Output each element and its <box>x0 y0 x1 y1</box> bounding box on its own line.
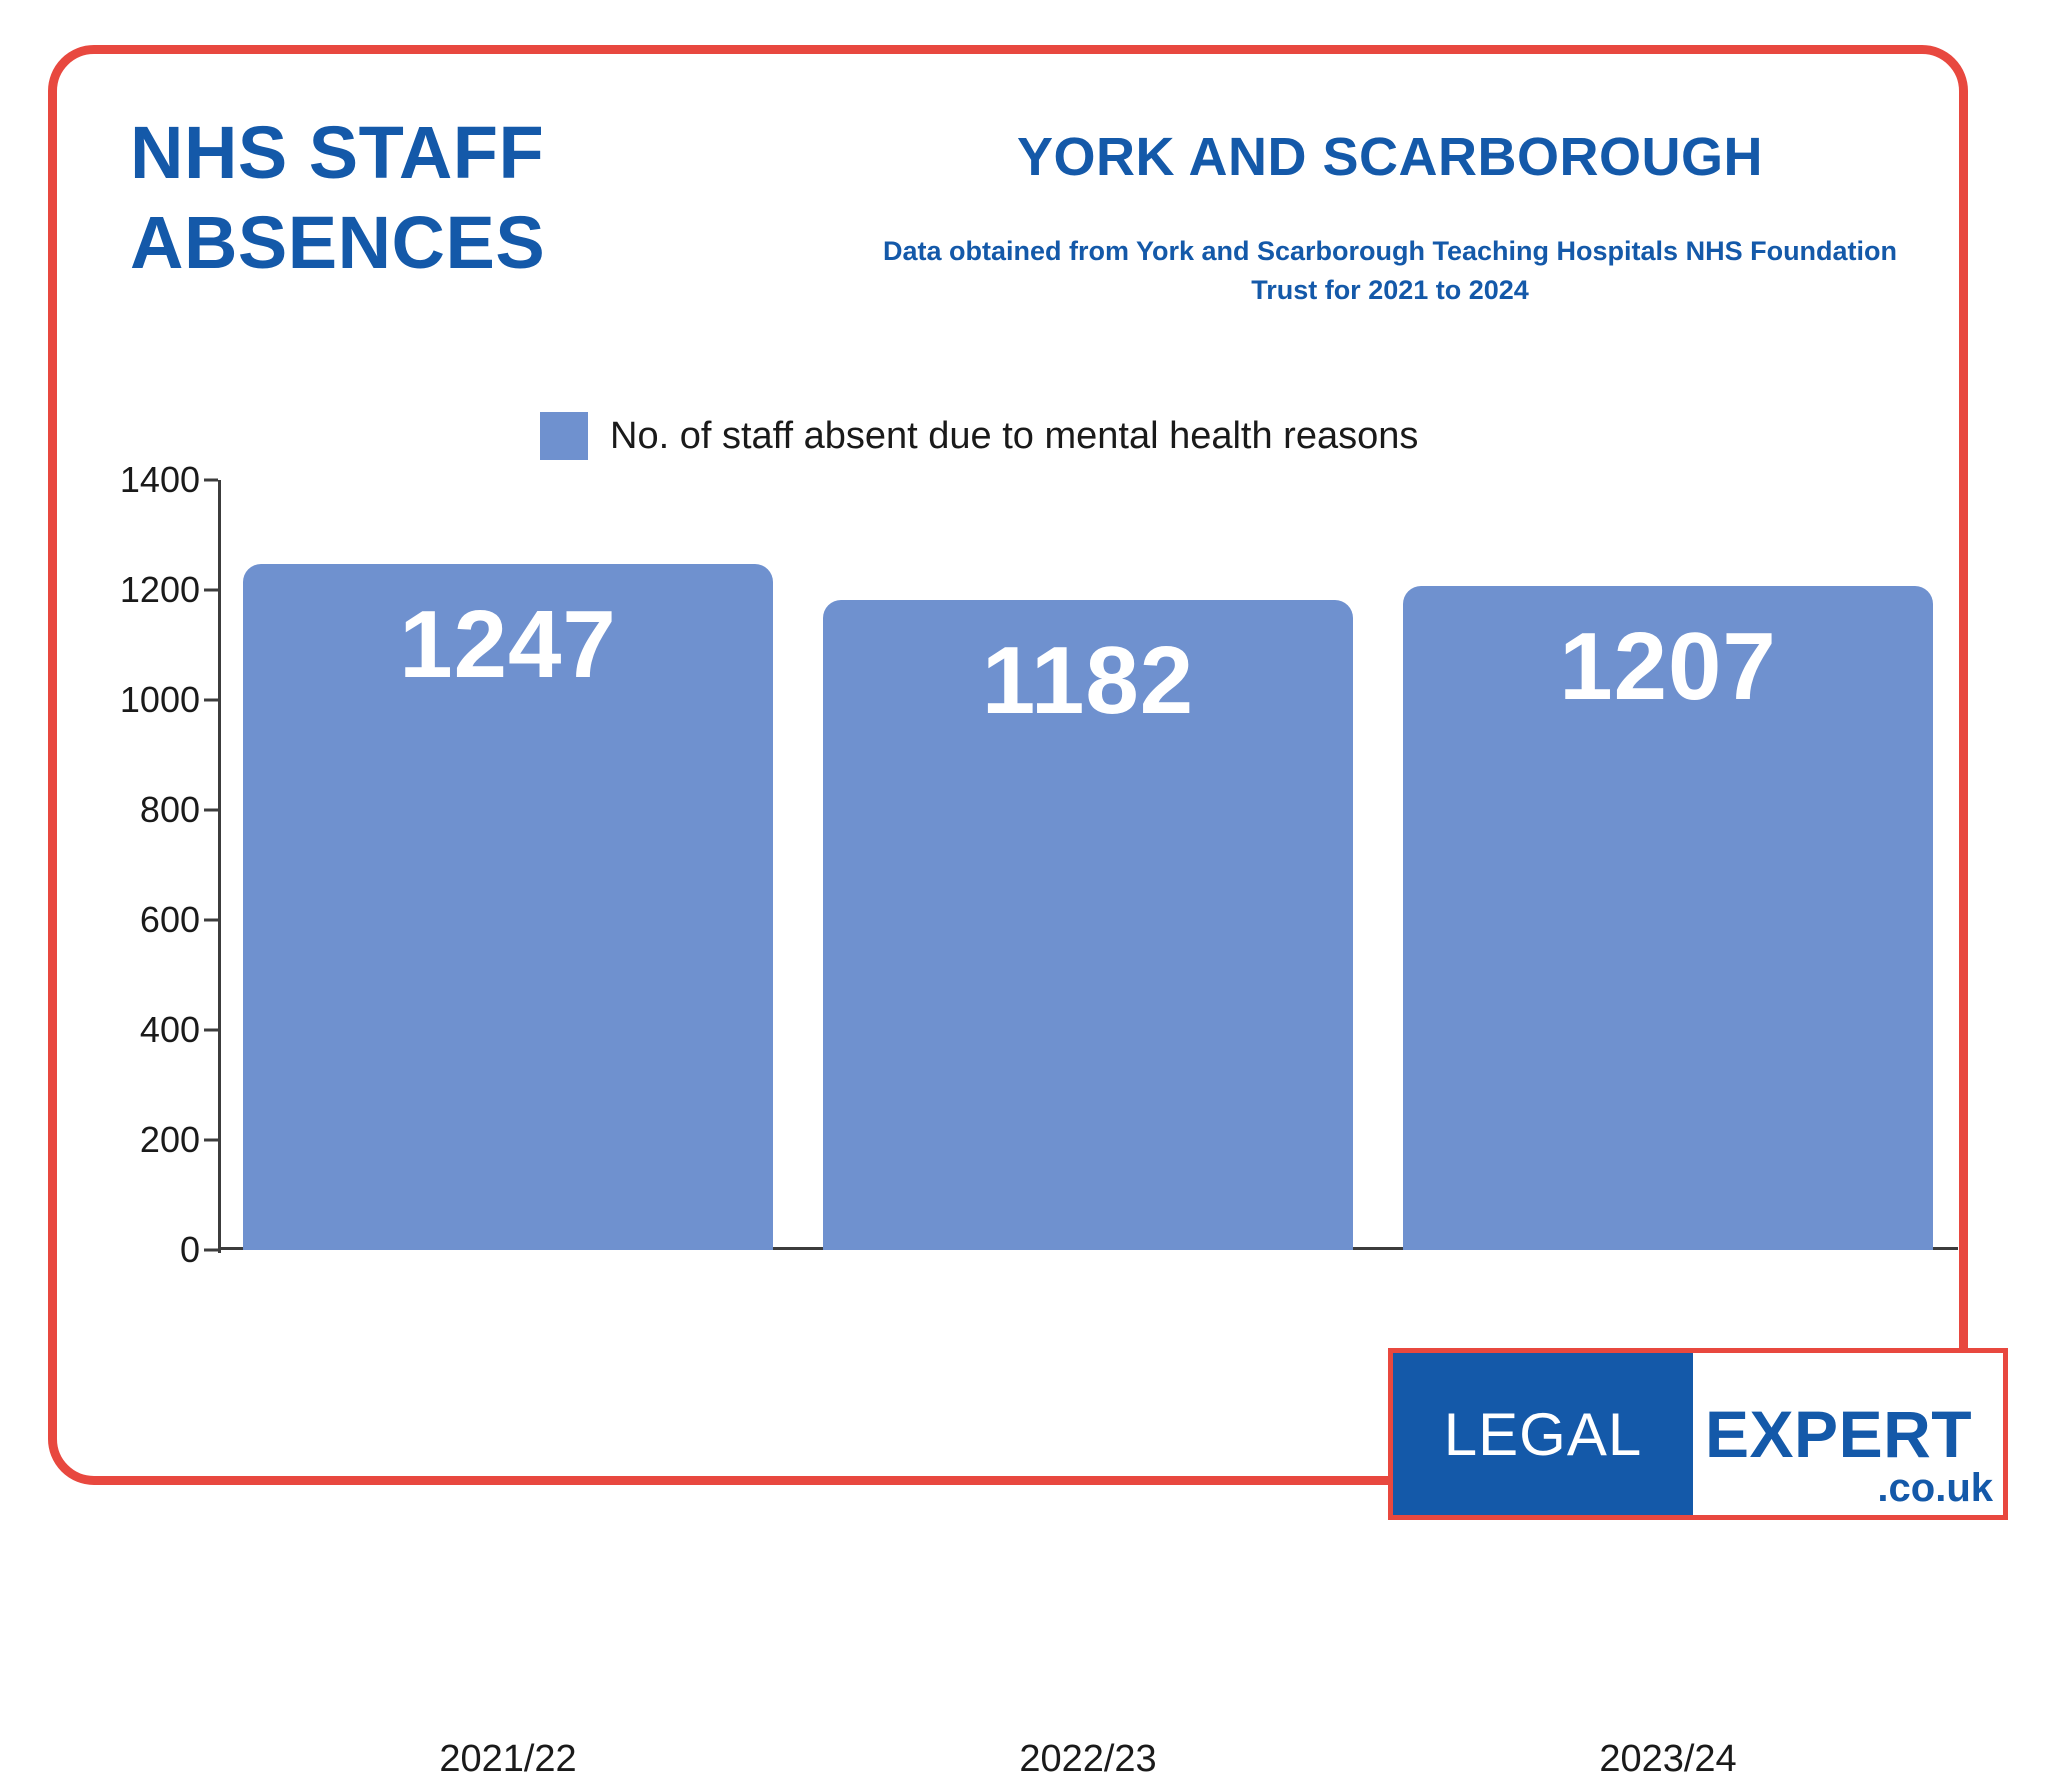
bar[interactable] <box>243 564 773 1250</box>
y-tick-mark <box>204 1139 218 1142</box>
y-tick-mark <box>204 1029 218 1032</box>
x-axis-labels <box>218 1738 1958 1781</box>
logo-right-block <box>1693 1353 2003 1515</box>
y-tick-label: 800 <box>139 789 200 830</box>
y-tick-label: 0 <box>179 1229 200 1270</box>
region-title: YORK AND SCARBOROUGH <box>1016 127 1763 187</box>
page-title: NHS STAFF ABSENCES <box>130 111 546 285</box>
chart-legend <box>540 412 1418 460</box>
logo-domain-text: .co.uk <box>1877 1466 1993 1510</box>
logo-legal-text: LEGAL <box>1443 1400 1643 1468</box>
legend-label: No. of staff absent due to mental health reasons <box>610 414 1419 457</box>
y-tick-mark <box>204 479 218 482</box>
y-tick-mark <box>204 699 218 702</box>
bar-value-label: 1247 <box>399 591 617 699</box>
bar-slot <box>798 480 1378 1250</box>
logo-expert-text: EXPERT <box>1705 1397 1973 1471</box>
y-tick-label: 1200 <box>119 569 200 610</box>
y-tick-label: 600 <box>139 899 200 940</box>
y-tick-label: 400 <box>139 1009 200 1050</box>
y-tick-mark <box>204 589 218 592</box>
x-tick-label: 2021/22 <box>439 1738 577 1780</box>
x-tick-label: 2022/23 <box>1019 1738 1157 1780</box>
y-tick-mark <box>204 919 218 922</box>
y-tick-mark <box>204 1249 218 1252</box>
legal-expert-logo[interactable] <box>1388 1348 2008 1520</box>
data-source-subtitle: Data obtained from York and Scarborough Teaching Hospitals NHS Foundation Trust for 2021 to 2024 <box>882 236 1898 306</box>
y-tick-mark <box>204 809 218 812</box>
y-tick-label: 1000 <box>119 679 200 720</box>
y-tick-label: 1400 <box>119 459 200 500</box>
bar[interactable] <box>823 600 1353 1250</box>
bar-slot <box>1378 480 1958 1250</box>
bar-group <box>218 480 1958 1250</box>
bar-slot <box>218 480 798 1250</box>
logo-left-block <box>1393 1353 1693 1515</box>
bar-value-label: 1207 <box>1559 613 1777 721</box>
bar[interactable] <box>1403 586 1933 1250</box>
bar-value-label: 1182 <box>981 626 1195 734</box>
y-tick-label: 200 <box>139 1119 200 1160</box>
legend-swatch-icon <box>540 412 588 460</box>
x-tick-label: 2023/24 <box>1599 1738 1737 1780</box>
